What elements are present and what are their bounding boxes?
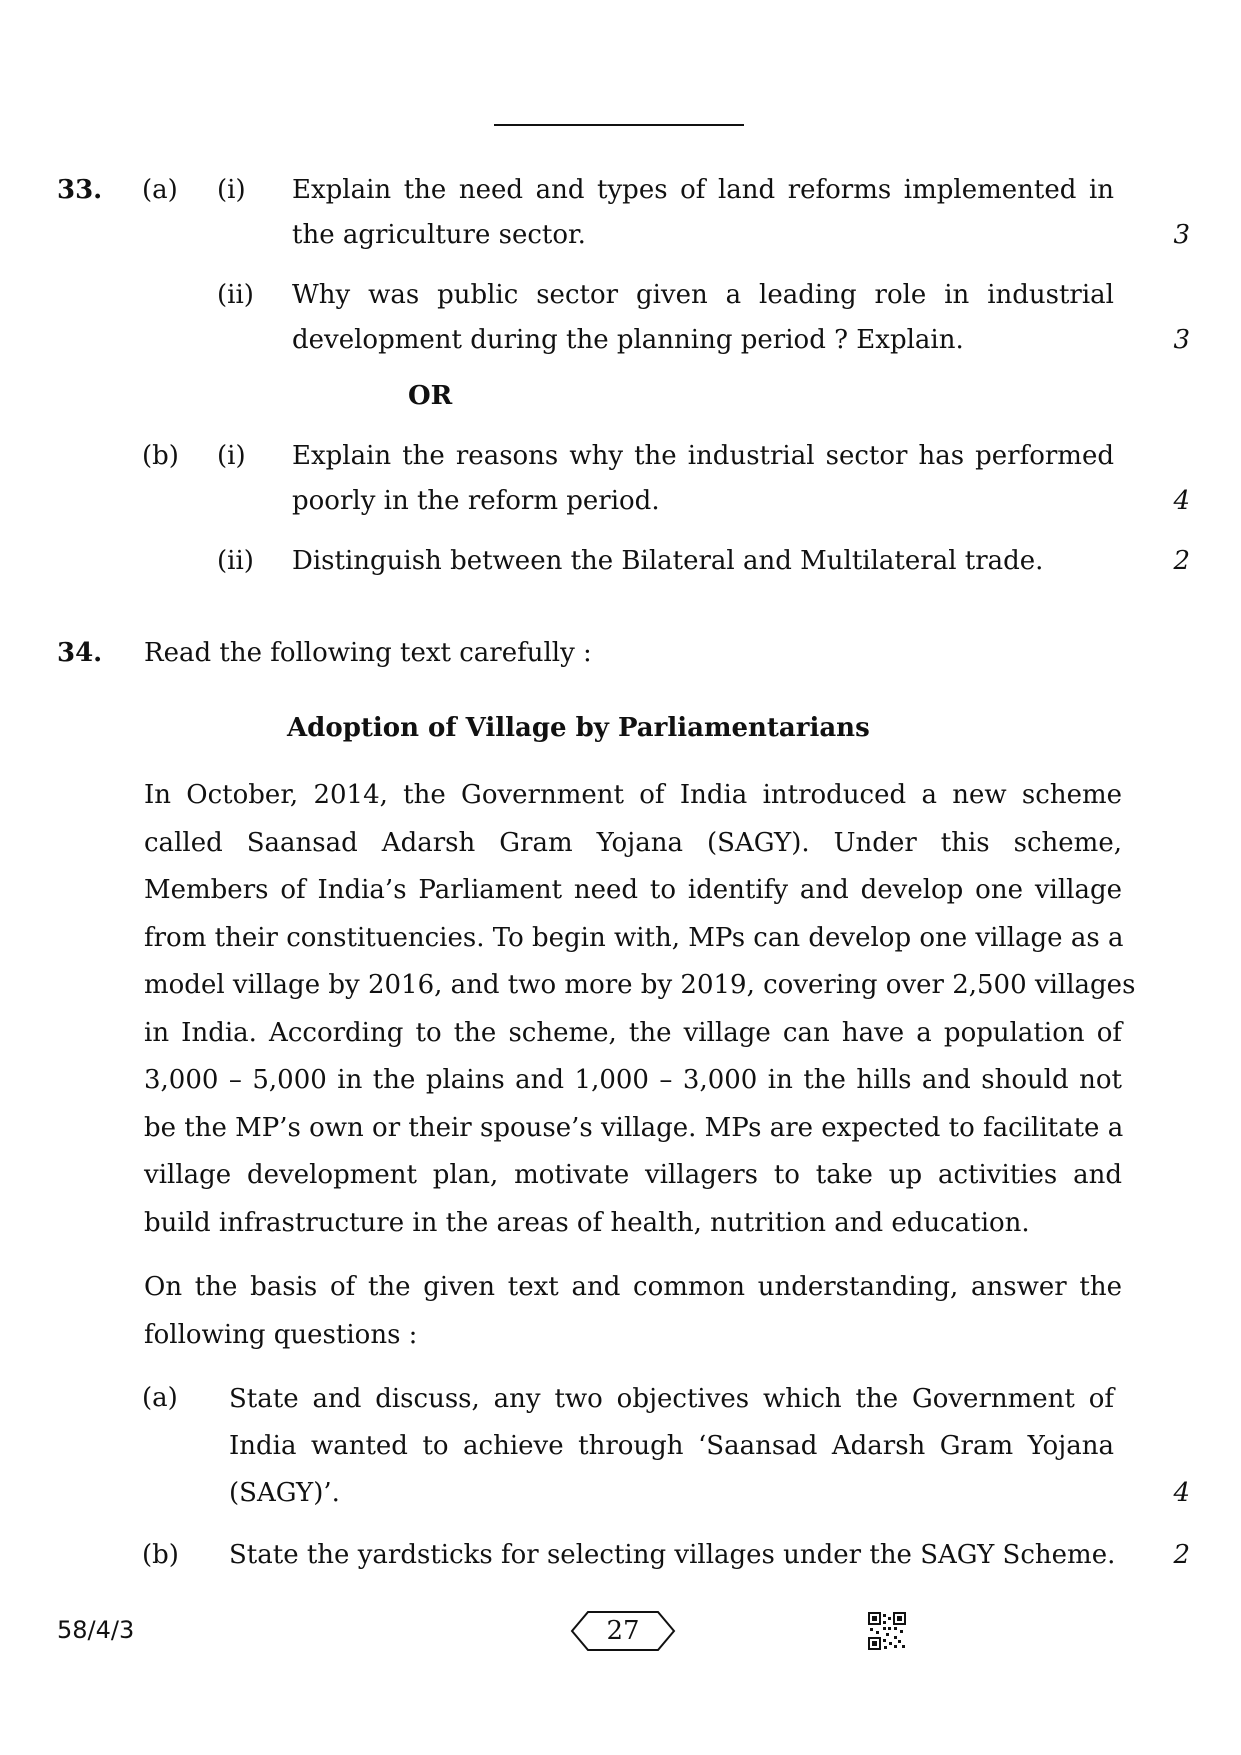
page-number-badge xyxy=(570,1610,676,1652)
q34-b-label: (b) xyxy=(142,1540,179,1570)
q33-b-ii-label: (ii) xyxy=(217,546,254,576)
q34-b-line: State the yardsticks for selecting villages under the SAGY Scheme. xyxy=(229,1540,1116,1570)
q33-a-ii-label: (ii) xyxy=(217,280,254,310)
q33-a-ii-line2: development during the planning period ? Explain. xyxy=(292,325,964,355)
page-number: 27 xyxy=(606,1616,640,1646)
passage-line: called Saansad Adarsh Gram Yojana (SAGY). Under this scheme, xyxy=(144,827,1122,858)
q34-intro: Read the following text carefully : xyxy=(144,638,592,668)
q33-b-label: (b) xyxy=(142,441,179,471)
q34-heading: Adoption of Village by Parliamentarians xyxy=(287,713,870,743)
q34-a-line: India wanted to achieve through ‘Saansad Adarsh Gram Yojana xyxy=(229,1431,1114,1461)
q33-b-i-line1: Explain the reasons why the industrial sector has performed xyxy=(292,441,1114,471)
passage-line: in India. According to the scheme, the village can have a population of xyxy=(144,1017,1122,1048)
q34-passage xyxy=(144,772,1136,1247)
paper-code: 58/4/3 xyxy=(57,1616,135,1644)
q33-a-i-line2: the agriculture sector. xyxy=(292,220,586,250)
instruction-line: following questions : xyxy=(144,1319,418,1350)
q33-a-label: (a) xyxy=(142,175,178,205)
q34-a-line: (SAGY)’. xyxy=(229,1478,340,1508)
q34-b-marks: 2 xyxy=(1173,1540,1190,1570)
top-rule xyxy=(494,124,744,126)
q33-b-i-label: (i) xyxy=(217,441,246,471)
q33-a-i-marks: 3 xyxy=(1173,220,1190,250)
passage-line: from their constituencies. To begin with, MPs can develop one village as a xyxy=(144,922,1124,953)
passage-line: Members of India’s Parliament need to identify and develop one village xyxy=(144,875,1122,905)
q33-a-i-label: (i) xyxy=(217,175,246,205)
q33-a-ii-marks: 3 xyxy=(1173,325,1190,355)
passage-line: village development plan, motivate villagers to take up activities and xyxy=(144,1160,1122,1190)
q33-b-i-marks: 4 xyxy=(1173,486,1190,516)
q34-number: 34. xyxy=(57,638,103,668)
passage-line: In October, 2014, the Government of India introduced a new scheme xyxy=(144,780,1122,810)
instruction-line: On the basis of the given text and common understanding, answer the xyxy=(144,1272,1122,1302)
q33-b-ii-line1: Distinguish between the Bilateral and Multilateral trade. xyxy=(292,546,1044,576)
qr-code-graphic xyxy=(868,1612,906,1650)
q33-number: 33. xyxy=(57,175,103,205)
passage-line: build infrastructure in the areas of health, nutrition and education. xyxy=(144,1207,1030,1238)
q34-a-marks: 4 xyxy=(1173,1478,1190,1508)
passage-line: 3,000 – 5,000 in the plains and 1,000 – 3,000 in the hills and should not xyxy=(144,1065,1122,1095)
passage-line: be the MP’s own or their spouse’s village. MPs are expected to facilitate a xyxy=(144,1112,1124,1143)
q34-instruction xyxy=(144,1264,1122,1359)
q33-a-i-line1: Explain the need and types of land reforms implemented in xyxy=(292,175,1114,205)
q33-a-ii-line1: Why was public sector given a leading role in industrial xyxy=(292,280,1114,310)
q34-a-line: State and discuss, any two objectives which the Government of xyxy=(229,1384,1114,1414)
q34-a-label: (a) xyxy=(142,1383,178,1413)
q33-b-i-line2: poorly in the reform period. xyxy=(292,486,660,516)
q33-b-ii-marks: 2 xyxy=(1173,546,1190,576)
qr-code-icon xyxy=(868,1612,906,1650)
passage-line: model village by 2016, and two more by 2019, covering over 2,500 villages xyxy=(144,970,1136,1000)
or-separator: OR xyxy=(408,381,453,411)
